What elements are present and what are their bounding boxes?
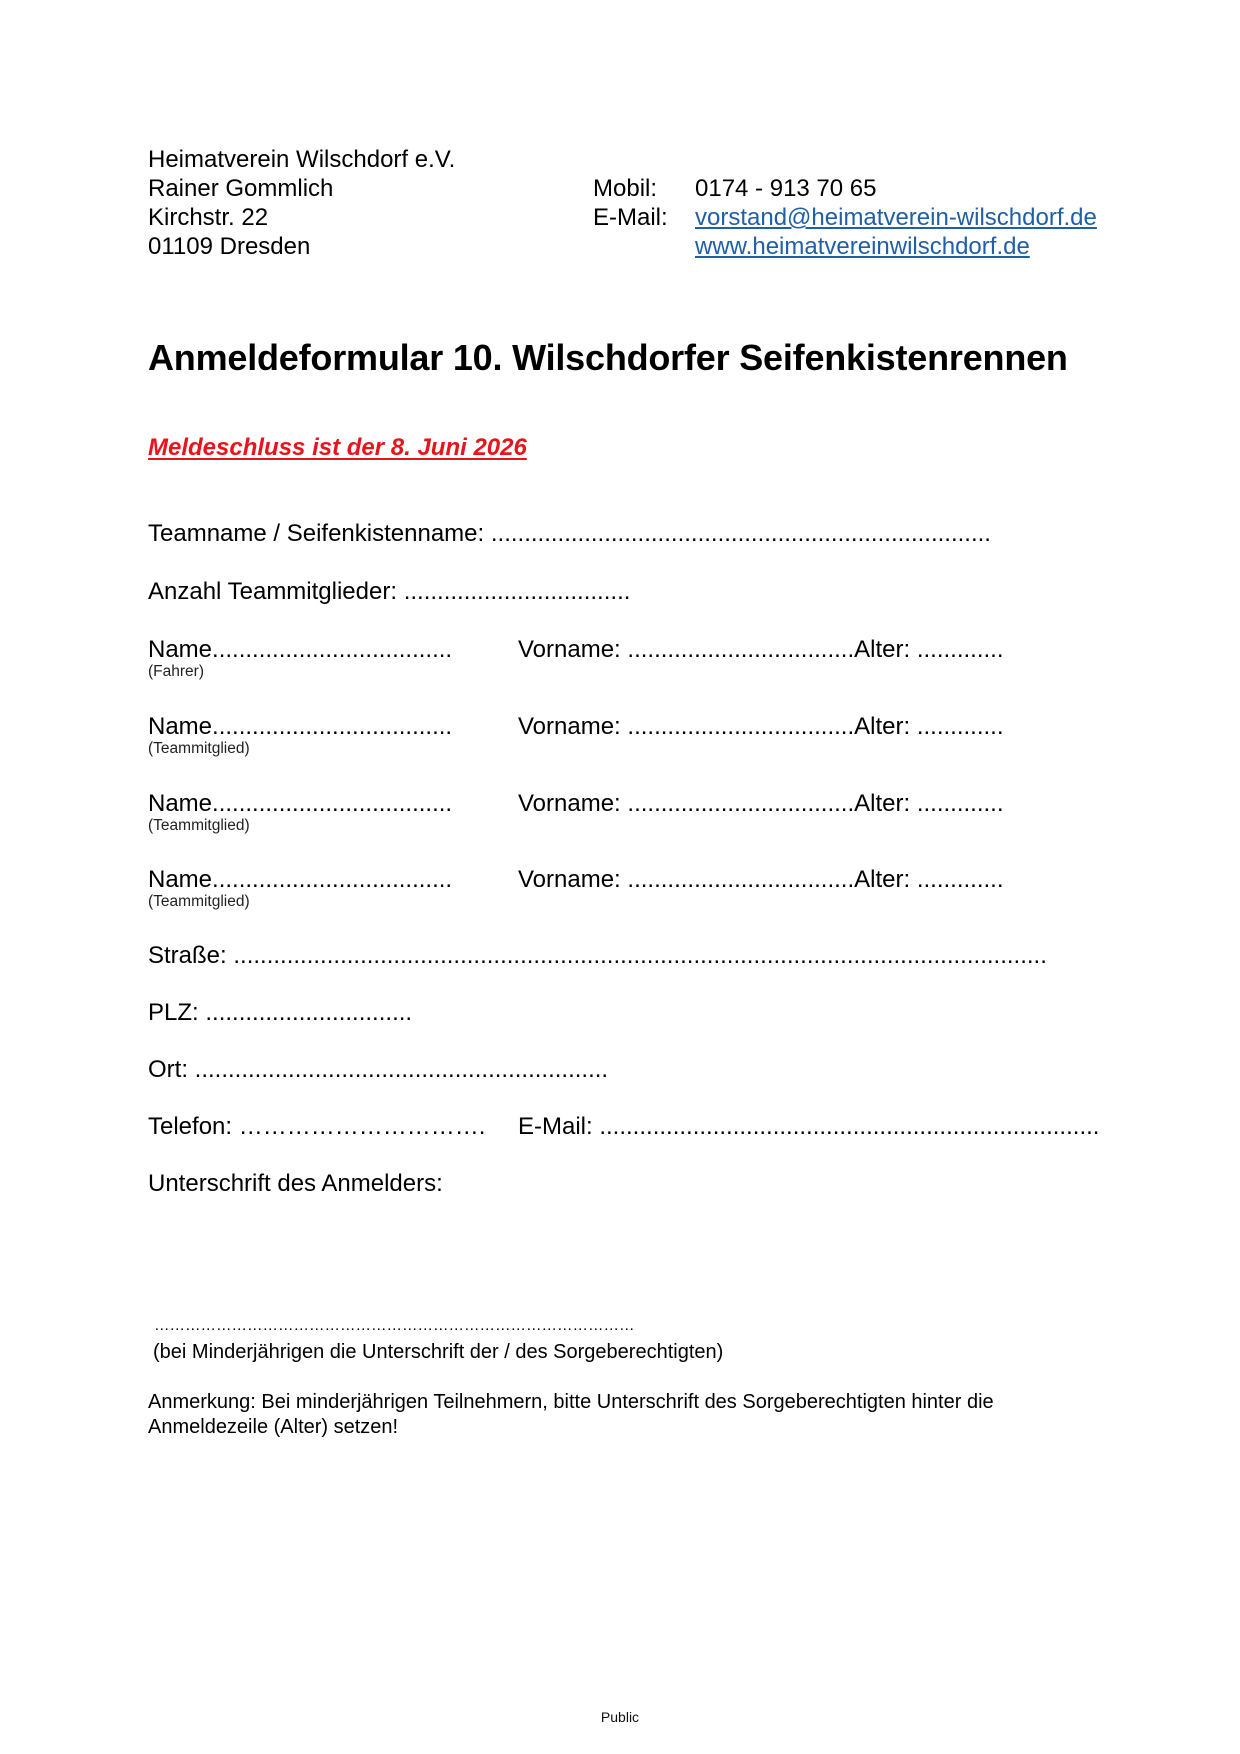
mobile-label: Mobil: [593, 175, 658, 202]
street-label: Straße: [148, 942, 227, 969]
page-title: Anmeldeformular 10. Wilschdorfer Seifenkistenrennen [148, 337, 1068, 378]
members-count-label: Anzahl Teammitglieder: [148, 578, 398, 605]
name-label: Name [148, 636, 213, 663]
vorname-blank[interactable]: .................................. [627, 790, 855, 817]
signature-label: Unterschrift des Anmelders: [148, 1170, 443, 1197]
participant-vorname-alter[interactable] [518, 790, 1004, 818]
street-field[interactable] [148, 942, 1047, 970]
note-line-1: Anmerkung: Bei minderjährigen Teilnehmern, bitte Unterschrift des Sorgeberechtigten hinter die [148, 1391, 994, 1413]
classification-label: Public [600, 1709, 640, 1725]
contact-email-blank[interactable]: ........................................................................... [599, 1113, 1100, 1140]
street-address: Kirchstr. 22 [148, 204, 269, 231]
phone-field[interactable] [148, 1113, 485, 1141]
alter-blank[interactable]: ............. [916, 790, 1004, 817]
teamname-label: Teamname / Seifenkistenname: [148, 520, 485, 547]
participant-role: (Teammitglied) [148, 893, 250, 910]
organization-name: Heimatverein Wilschdorf e.V. [148, 146, 456, 173]
contact-email-field[interactable] [518, 1113, 1099, 1141]
vorname-blank[interactable]: .................................. [627, 866, 855, 893]
vorname-label: Vorname: [518, 713, 621, 740]
name-label: Name [148, 866, 213, 893]
email-label: E-Mail: [593, 204, 668, 231]
alter-label: Alter: [854, 636, 911, 663]
participant-role: (Fahrer) [148, 663, 204, 680]
phone-label: Telefon: [148, 1113, 233, 1140]
plz-blank[interactable]: ............................... [205, 999, 413, 1026]
participant-role: (Teammitglied) [148, 740, 250, 757]
mobile-value: 0174 - 913 70 65 [695, 175, 877, 202]
participant-vorname-alter[interactable] [518, 713, 1004, 741]
ort-label: Ort: [148, 1056, 188, 1083]
vorname-blank[interactable]: .................................. [627, 713, 855, 740]
alter-label: Alter: [854, 866, 911, 893]
vorname-label: Vorname: [518, 636, 621, 663]
participant-vorname-alter[interactable] [518, 636, 1004, 664]
note-line-2: Anmeldezeile (Alter) setzen! [148, 1416, 399, 1438]
name-blank[interactable]: .................................... [212, 866, 453, 893]
participant-role: (Teammitglied) [148, 817, 250, 834]
signature-line[interactable]: ………………………………………………………………………………… [154, 1317, 635, 1334]
alter-blank[interactable]: ............. [916, 713, 1004, 740]
vorname-label: Vorname: [518, 866, 621, 893]
name-blank[interactable]: .................................... [212, 636, 453, 663]
name-blank[interactable]: .................................... [212, 790, 453, 817]
members-count-blank[interactable]: .................................. [403, 578, 631, 605]
contact-email-label: E-Mail: [518, 1113, 593, 1140]
alter-blank[interactable]: ............. [916, 636, 1004, 663]
plz-field[interactable] [148, 999, 412, 1027]
website-link[interactable]: www.heimatvereinwilschdorf.de [695, 233, 1030, 260]
vorname-blank[interactable]: .................................. [627, 636, 855, 663]
participant-vorname-alter[interactable] [518, 866, 1004, 894]
contact-person: Rainer Gommlich [148, 175, 334, 202]
name-blank[interactable]: .................................... [212, 713, 453, 740]
alter-label: Alter: [854, 790, 911, 817]
members-count-field[interactable] [148, 578, 630, 606]
name-label: Name [148, 790, 213, 817]
city-address: 01109 Dresden [148, 233, 311, 260]
registration-deadline: Meldeschluss ist der 8. Juni 2026 [148, 434, 527, 461]
street-blank[interactable]: .......................................................................................................................... [233, 942, 1047, 969]
participant-name-field[interactable] [148, 866, 452, 894]
alter-label: Alter: [854, 713, 911, 740]
ort-field[interactable] [148, 1056, 608, 1084]
ort-blank[interactable]: .............................................................. [194, 1056, 609, 1083]
signature-hint: (bei Minderjährigen die Unterschrift der / des Sorgeberechtigten) [153, 1341, 724, 1363]
participant-name-field[interactable] [148, 713, 452, 741]
plz-label: PLZ: [148, 999, 199, 1026]
teamname-blank[interactable]: ........................................................................... [490, 520, 991, 547]
email-link[interactable]: vorstand@heimatverein-wilschdorf.de [695, 204, 1097, 231]
phone-blank[interactable]: …………………………. [238, 1113, 486, 1140]
teamname-field[interactable] [148, 520, 991, 548]
participant-name-field[interactable] [148, 636, 452, 664]
vorname-label: Vorname: [518, 790, 621, 817]
alter-blank[interactable]: ............. [916, 866, 1004, 893]
participant-name-field[interactable] [148, 790, 452, 818]
name-label: Name [148, 713, 213, 740]
